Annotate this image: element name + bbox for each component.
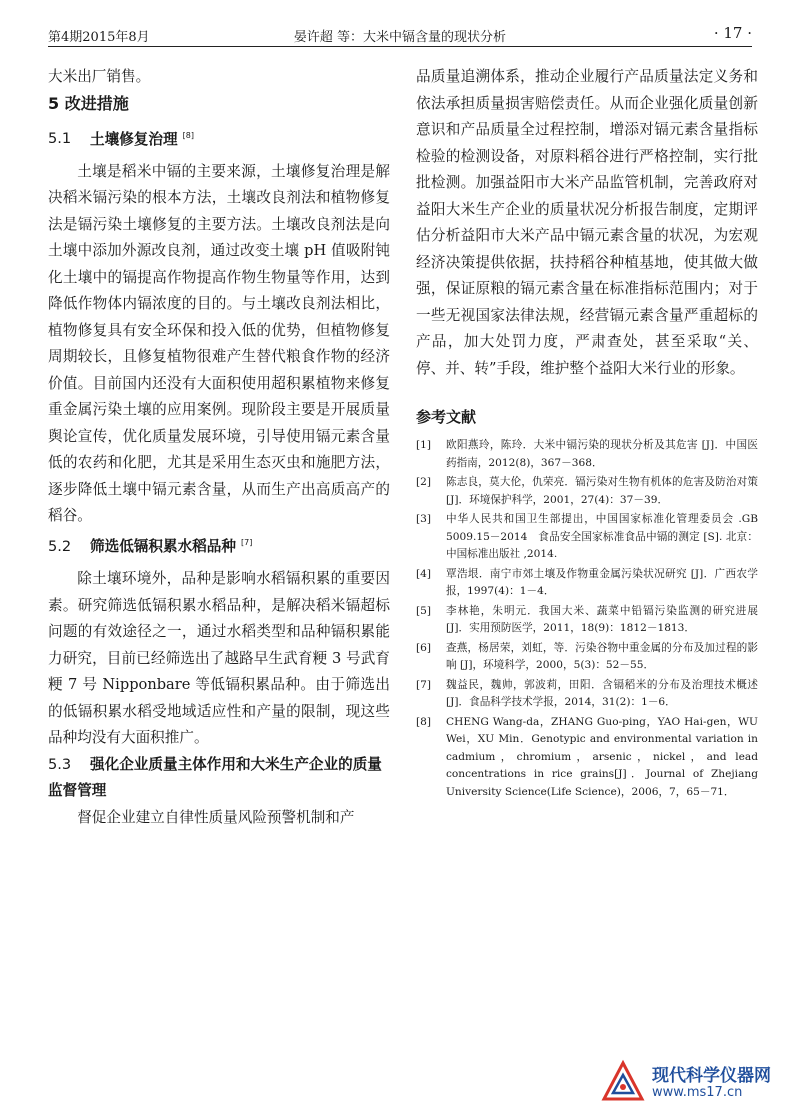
section-5-1-heading xyxy=(48,123,390,153)
reference-text: 欧阳燕玲，陈玲．大米中镉污染的现状分析及其危害 [J]．中国医药指南，2012(8)，367－368． xyxy=(446,439,758,469)
watermark-url: www.ms17.cn xyxy=(652,1085,743,1100)
section-title: 筛选低镉积累水稻品种 xyxy=(90,537,236,555)
section-5-heading: 5 改进措施 xyxy=(48,93,129,113)
reference-number: [6] xyxy=(416,641,432,654)
reference-item xyxy=(416,566,758,601)
reference-text: 魏益民，魏帅，郭波莉，田阳．含镉稻米的分布及治理技术概述 [J]．食品科学技术学报，2014，31(2)：1－6． xyxy=(446,678,758,708)
reference-number: [4] xyxy=(416,567,432,580)
section-number: 5.3 xyxy=(48,755,72,773)
section-title: 强化企业质量主体作用和大米生产企业的质量监督管理 xyxy=(48,755,382,800)
references-heading: 参考文献 xyxy=(416,408,477,426)
reference-number: [2] xyxy=(416,476,432,488)
references-list xyxy=(416,437,758,801)
paragraph: 土壤是稻米中镉的主要来源，土壤修复治理是解决稻米镉污染的根本方法，土壤改良剂法和植物修复法是镉污染土壤修复的主要方法。土壤改良剂法是向土壤中添加外源改良剂，通过改变土壤 pH 值吸附钝化土壤中的镉提高作物提高作物生物量等作用，达到降低作物体内镉浓度的目的。与土壤改良剂法相比，植物修复具有安全环保和投入低的优势，但植物修复周期较长，且修复植物很难产生替代粮食作物的经济价值。目前国内还没有大面积使用超积累植物来修复重金属污染土壤的应用案例。现阶段主要是开展质量舆论宣传，优化质量发展环境，引导使用镉元素含量低的农药和化肥，尤其是采用生态灭虫和施肥方法，逐步降低土壤中镉元素含量，从而生产出高质高产的稻谷。 xyxy=(48,162,390,525)
section-title: 土壤修复治理 xyxy=(90,130,178,148)
section-number: 5.2 xyxy=(48,537,72,555)
citation-ref: [8] xyxy=(182,130,195,140)
issue-info: 第4期2015年8月 xyxy=(48,30,150,45)
paragraph: 品质量追溯体系，推动企业履行产品质量法定义务和依法承担质量损害赔偿责任。从而企业强化质量创新意识和产品质量全过程控制，增添对镉元素含量指标检验的检测设备，对原料稻谷进行严格控制，实行批批检测。加强益阳市大米产品监管机制，完善政府对益阳大米生产企业的质量状况分析报告制度，定期评估分析益阳市大米产品中镉元素含量的状况，为宏观经济决策提供依据，扶持稻谷种植基地，使其做大做强，保证原粮的镉元素含量在标准指标范围内；对于一些无视国家法律法规，经营镉元素含量严重超标的产品，加大处罚力度，严肃查处，甚至采取“关、停、并、转”手段，维护整个益阳大米行业的形象。 xyxy=(416,68,758,377)
citation-ref: [7] xyxy=(241,537,253,547)
section-number: 5.1 xyxy=(48,130,72,148)
paragraph: 督促企业建立自律性质量风险预警机制和产 xyxy=(77,808,355,826)
reference-number: [7] xyxy=(416,678,432,691)
reference-item xyxy=(416,677,758,712)
reference-text: 陈志良，莫大伦，仇荣亮．镉污染对生物有机体的危害及防治对策 [J]．环境保护科学，2001，27(4)：37－39． xyxy=(446,476,758,506)
reference-text: 中华人民共和国卫生部提出，中国国家标准化管理委员会 .GB 5009.15－2014 食品安全国家标准食品中镉的测定 [S]. 北京：中国标准出版社 ,2014. xyxy=(446,513,758,560)
paragraph-continuation: 大米出厂销售。 xyxy=(48,68,151,85)
reference-text: 覃浩垠．南宁市郊土壤及作物重金属污染状况研究 [J]．广西农学报，1997(4)：1－4． xyxy=(446,567,758,597)
right-column xyxy=(416,64,758,803)
reference-number: [5] xyxy=(416,604,432,617)
reference-number: [1] xyxy=(416,439,432,451)
reference-text: 李林艳，朱明元．我国大米、蔬菜中铅镉污染监测的研究进展 [J]．实用预防医学，2011，18(9)：1812－1813． xyxy=(446,604,758,634)
reference-number: [3] xyxy=(416,513,432,525)
reference-item xyxy=(416,640,758,675)
reference-item xyxy=(416,603,758,638)
reference-text: CHENG Wang-da，ZHANG Guo-ping，YAO Hai-gen，WU Wei，XU Min．Genotypic and environmental variation in cadmium，chromium，arsenic，nickel，and lead concentrations in rice grains[J]．Journal of Zhejiang University Science(Life Science)，2006，7，65－71． xyxy=(446,715,758,798)
running-header xyxy=(48,22,752,47)
site-watermark xyxy=(600,1057,790,1107)
section-5-3-heading xyxy=(48,752,390,805)
watermark-site-name: 现代科学仪器网 xyxy=(652,1066,771,1086)
left-column xyxy=(48,64,390,831)
reference-number: [8] xyxy=(416,715,432,728)
reference-item xyxy=(416,437,758,472)
reference-item xyxy=(416,714,758,802)
page-number: · 17 · xyxy=(713,24,752,42)
article-running-title: 晏许超 等：大米中镉含量的现状分析 xyxy=(293,30,507,45)
reference-item xyxy=(416,474,758,509)
reference-text: 查燕，杨居荣，刘虹，等．污染谷物中重金属的分布及加过程的影响 [J]，环境科学，2000，5(3)：52－55． xyxy=(446,641,758,671)
site-logo-icon xyxy=(600,1059,646,1105)
section-5-2-heading xyxy=(48,530,390,560)
paragraph: 除土壤环境外，品种是影响水稻镉积累的重要因素。研究筛选低镉积累水稻品种，是解决稻米镉超标问题的有效途径之一，通过水稻类型和品种镉积累能力研究，目前已经筛选出了越路早生武育粳 3 号武育粳 7 号 Nipponbare 等低镉积累品种。由于筛选出的低镉积累水稻受地域适应性和产量的限制，现这些品种均没有大面积推广。 xyxy=(48,570,390,747)
reference-item xyxy=(416,511,758,564)
